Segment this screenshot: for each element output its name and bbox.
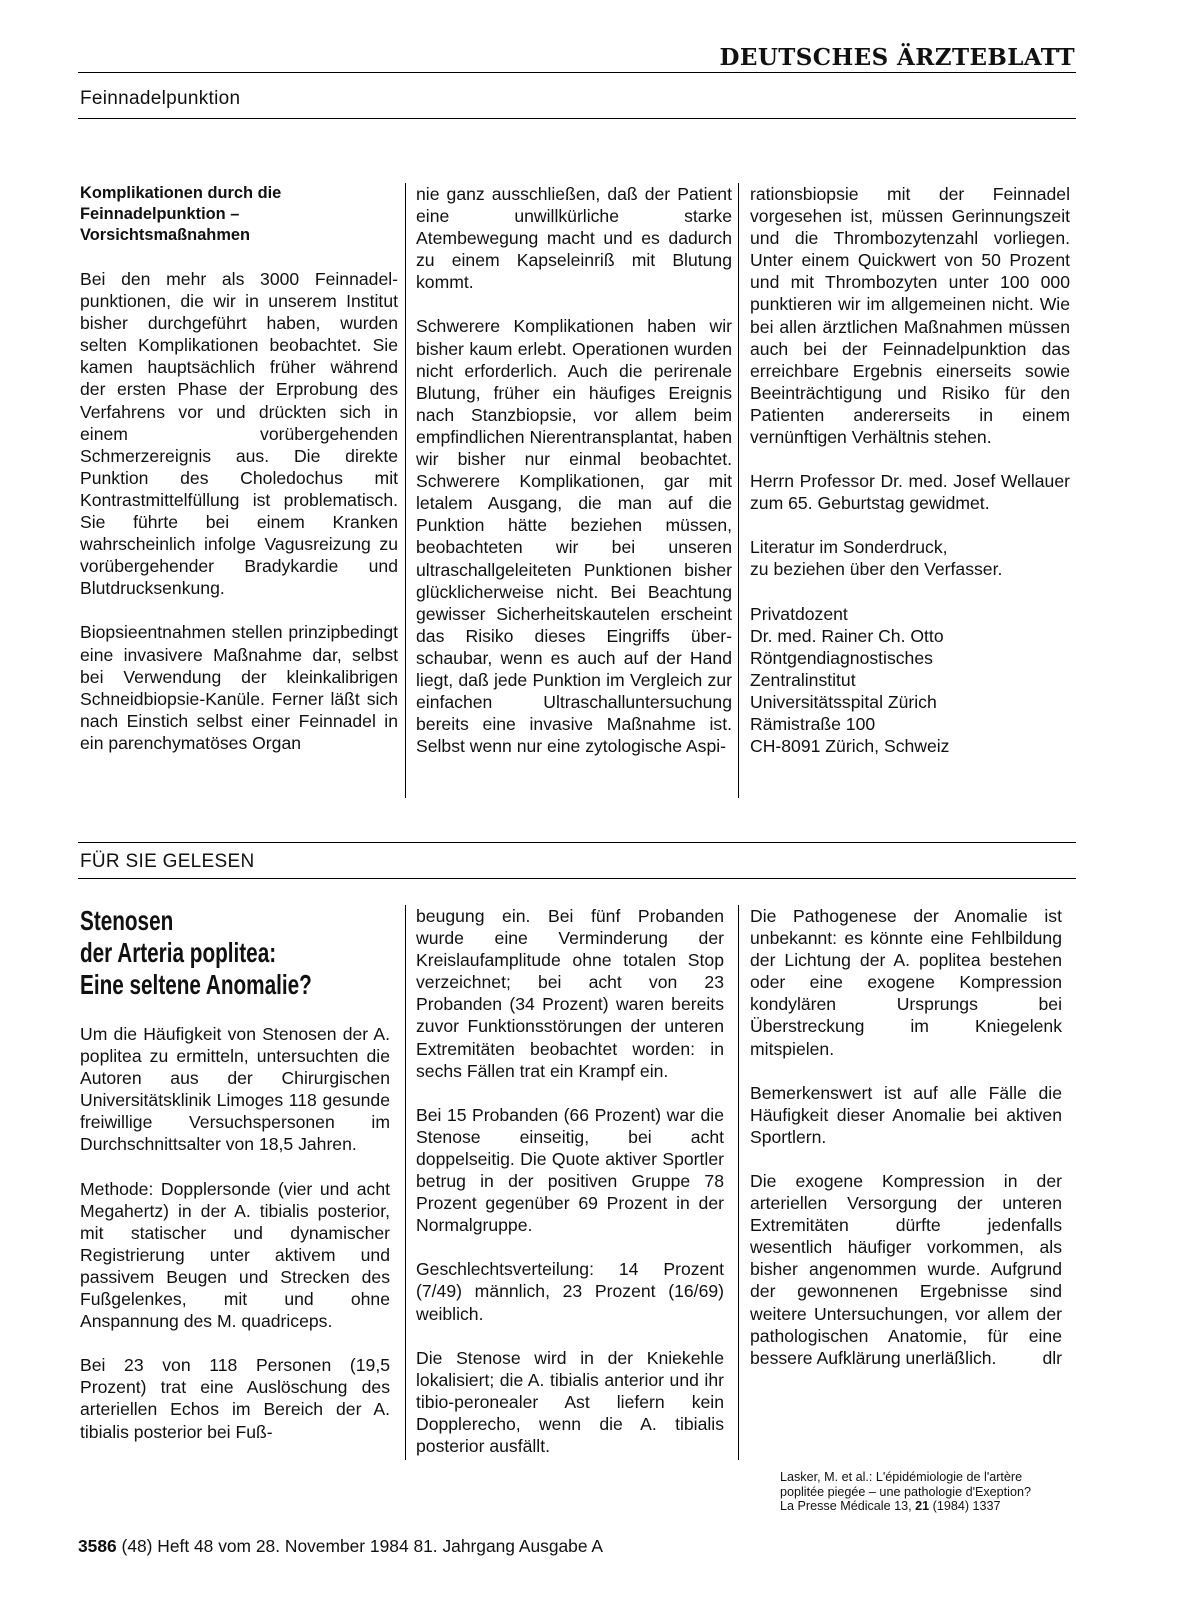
page-number: 3586	[78, 1536, 117, 1556]
article2-paragraph: Die Stenose wird in der Kniekehle lokalisiert; die A. tibialis anterior und ihr tibio-peronealer Ast liefern kein Dopplerecho, wenn die A. tibialis posterior ausfällt.	[416, 1347, 724, 1456]
article2-column-3	[750, 905, 1062, 1369]
article1-subhead: Komplikationen durch die Feinnadelpunktion – Vorsichtsmaßnahmen	[80, 184, 282, 244]
article2-paragraph: Bei 15 Probanden (66 Prozent) war die Stenose einseitig, bei acht doppelseitig. Die Quote aktiver Sportler betrug in der positiven Gruppe 78 Prozent gegenüber 69 Prozent in der Normalgruppe.	[416, 1104, 724, 1236]
article2-title: Stenosen der Arteria poplitea: Eine seltene Anomalie?	[80, 905, 312, 1000]
article1-paragraph: Biopsieentnahmen stellen prinzipbedingt eine invasivere Maßnahme dar, selbst bei Verwendung der kleinkalibrigen Schneidbiopsie-Kanüle. Ferner läßt sich nach Einstich selbst einer Feinnadel in ein parenchymatöses Organ	[80, 622, 398, 753]
article1-column-2	[416, 183, 732, 757]
issue-info: (48) Heft 48 vom 28. November 1984 81. Jahrgang Ausgabe A	[121, 1536, 603, 1556]
section-label: Feinnadelpunktion	[80, 88, 241, 109]
section-rule	[78, 118, 1076, 119]
column-divider	[405, 183, 406, 798]
citation: Lasker, M. et al.: L'épidémiologie de l'artère poplitée piegée – une pathologie d'Exeption? La Presse Médicale 13, 21 (1984) 1337	[780, 1470, 1031, 1514]
literature-note: Literatur im Sonderdruck, zu beziehen über den Verfasser.	[750, 537, 1003, 580]
page-footer	[78, 1536, 603, 1557]
masthead: DEUTSCHES ÄRZTEBLATT	[719, 44, 1075, 71]
article2-column-1	[80, 905, 390, 1443]
author-signature: dlr	[1042, 1347, 1062, 1368]
section2-bottom-rule	[78, 878, 1076, 879]
article2-paragraph: Bei 23 von 118 Personen (19,5 Prozent) trat eine Auslöschung des arteriellen Echos im Bereich der A. tibialis posterior bei Fuß-	[80, 1355, 390, 1442]
article1-paragraph: rationsbiopsie mit der Feinnadel vorgesehen ist, müssen Gerinnungszeit und die Thrombozytenzahl vorliegen. Unter einem Quickwert von 50 Prozent und mit Thrombozyten unter 100 000 punktieren wir im allgemeinen nicht. Wie bei allen ärztlichen Maßnahmen müssen auch bei der Feinnadelpunktion das erreichbare Ergebnis einerseits sowie Beeinträchtigung und Risiko für den Patienten andererseits in einem vernünftigen Verhältnis stehen.	[750, 184, 1070, 448]
article1-dedication: Herrn Professor Dr. med. Josef Wellauer zum 65. Geburtstag gewidmet.	[750, 471, 1070, 514]
article2-paragraph: Bemerkenswert ist auf alle Fälle die Häufigkeit dieser Anomalie bei aktiven Sportlern.	[750, 1082, 1062, 1147]
article1-paragraph: Schwerere Komplikationen haben wir bisher kaum erlebt. Operationen wurden nicht erforderlich. Auch die perirenale Blutung, früher ein häufiges Ereignis nach Stanzbiopsie, vor allem beim empfindlichen Nierentransplantat, haben wir bisher nur einmal beobachtet. Schwerere Komplikationen, gar mit letalem Ausgang, die man auf die Punktion hätte beziehen müssen, beobachteten wir bei unseren ultraschallgeleiteten Punktionen bisher glücklicherweise nicht. Bei Beachtung gewisser Sicherheitskautelen erscheint das Risiko dieses Eingriffs überschaubar, wenn es auch auf der Hand liegt, daß jede Punktion im Vergleich zur einfachen Ultraschalluntersuchung bereits eine invasive Maßnahme ist. Selbst wenn nur eine zytologische Aspi-	[416, 316, 732, 757]
article2-paragraph: Methode: Dopplersonde (vier und acht Megahertz) in der A. tibialis posterior, mit statischer und dynamischer Registrierung unter aktivem und passivem Beugen und Strecken des Fußgelenkes, mit und ohne Anspannung des M. quadriceps.	[80, 1178, 390, 1332]
article2-paragraph: beugung ein. Bei fünf Probanden wurde eine Verminderung der Kreislaufamplitude ohne totalen Stop verzeichnet; bei acht von 23 Probanden (34 Prozent) waren bereits zuvor Funktionsstörungen der unteren Extremitäten beobachtet worden: in sechs Fällen trat ein Krampf ein.	[416, 906, 724, 1081]
column-divider	[405, 905, 406, 1460]
column-divider	[738, 905, 739, 1460]
author-address: Privatdozent Dr. med. Rainer Ch. Otto Röntgendiagnostisches Zentralinstitut Universitätsspital Zürich Rämistraße 100 CH-8091 Zürich, Schweiz	[750, 603, 950, 757]
article1-paragraph: nie ganz ausschließen, daß der Patient eine unwillkürliche starke Atembewegung macht und es dadurch zu einem Kapseleinriß mit Blutung kommt.	[416, 184, 732, 293]
article2-paragraph: Geschlechtsverteilung: 14 Prozent (7/49) männlich, 23 Prozent (16/69) weiblich.	[416, 1259, 724, 1324]
article2-column-2	[416, 905, 724, 1457]
section2-label: FÜR SIE GELESEN	[80, 851, 255, 872]
masthead-rule	[78, 72, 1076, 73]
article1-paragraph: Bei den mehr als 3000 Feinnadelpunktionen, die wir in unserem Institut bisher durchgeführt haben, wurden selten Komplikationen beobachtet. Sie kamen hauptsächlich früher während der ersten Phase der Erprobung des Verfahrens vor und drückten sich in einem vorübergehenden Schmerzereignis aus. Die direkte Punktion des Choledochus mit Kontrastmittelfüllung ist problematisch. Sie führte bei einem Kranken wahrscheinlich infolge Vagusreizung zu vorübergehender Bradykardie und Blutdrucksenkung.	[80, 269, 398, 599]
article2-paragraph: Die Pathogenese der Anomalie ist unbekannt: es könnte eine Fehlbildung der Lichtung der A. poplitea bestehen oder eine exogene Kompression kondylären Ursprungs bei Überstreckung im Kniegelenk mitspielen.	[750, 906, 1062, 1059]
column-divider	[738, 183, 739, 798]
article1-column-3	[750, 183, 1070, 757]
article2-paragraph: Die exogene Kompression in der arteriellen Versorgung der unteren Extremitäten dürfte jedenfalls wesentlich häufiger vorkommen, als bisher angenommen wurde. Aufgrund der gewonnenen Ergebnisse sind weitere Untersuchungen, vor allem der pathologischen Anatomie, für eine bessere Aufklärung unerläßlich. dlr	[750, 1170, 1062, 1368]
section2-top-rule	[78, 842, 1076, 843]
article2-paragraph: Um die Häufigkeit von Stenosen der A. poplitea zu ermitteln, untersuchten die Autoren aus der Chirurgischen Universitätsklinik Limoges 118 gesunde freiwillige Versuchspersonen im Durchschnittsalter von 18,5 Jahren.	[80, 1024, 390, 1155]
article1-column-1	[80, 183, 398, 754]
